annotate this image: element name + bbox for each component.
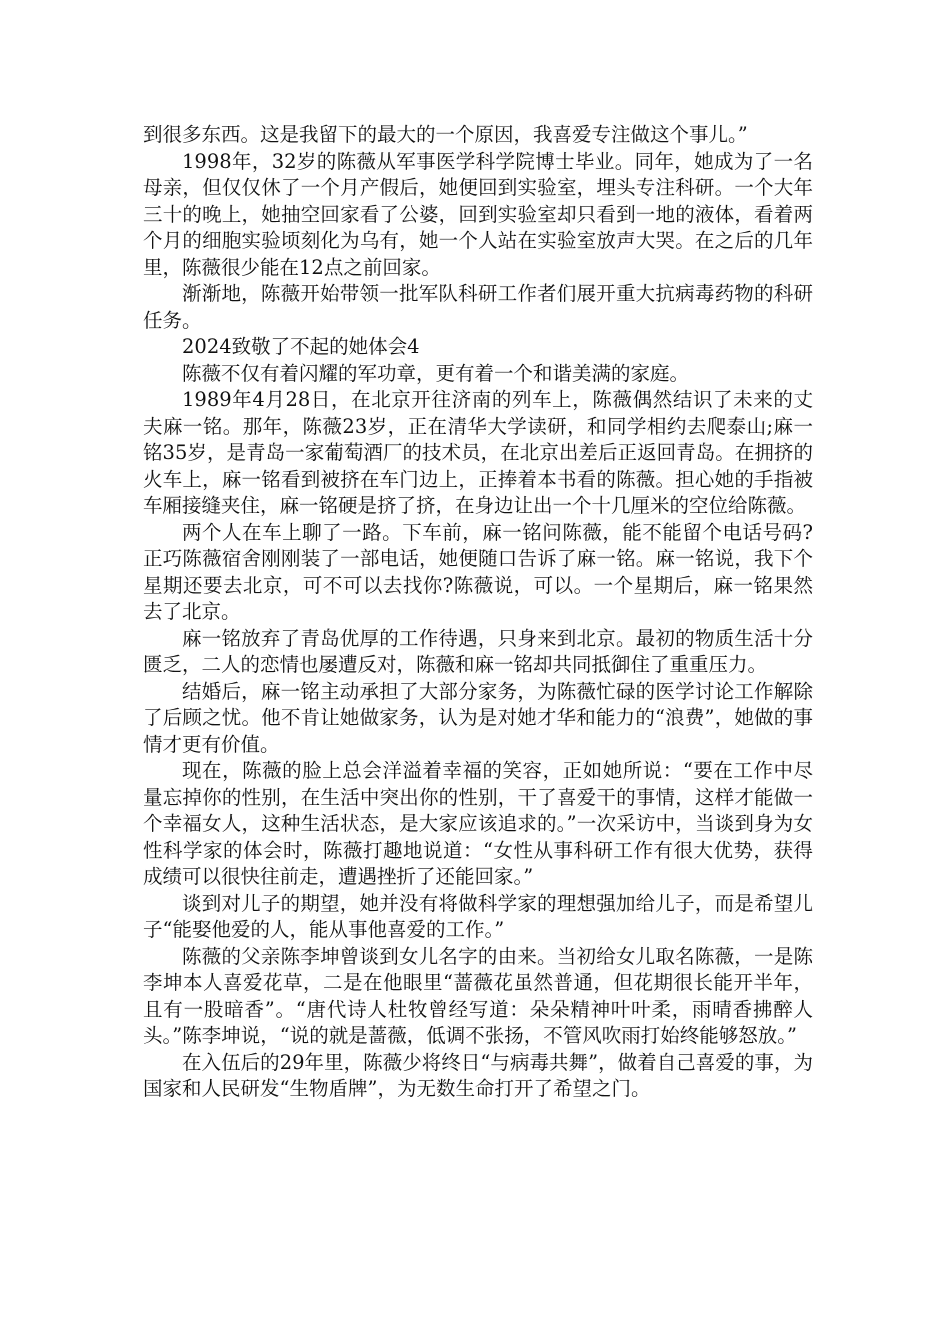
paragraph-phone-number: 两个人在车上聊了一路。下车前，麻一铭问陈薇，能不能留个电话号码?正巧陈薇宿舍刚刚装了一部电话，她便随口告诉了麻一铭。麻一铭说，我下个星期还要去北京，可不可以去找你?陈薇说，可以。一个星期后，麻一铭果然去了北京。 bbox=[143, 520, 813, 623]
paragraph-happiness: 现在，陈薇的脸上总会洋溢着幸福的笑容，正如她所说：“要在工作中尽量忘掉你的性别，在生活中突出你的性别，干了喜爱干的事情，这样才能做一个幸福女人，这种生活状态，是大家应该追求的。”一次采访中，当谈到身为女性科学家的体会时，陈薇打趣地说道：“女性从事科研工作有很大优势，获得成绩可以很快往前走，遭遇挫折了还能回家。” bbox=[143, 759, 813, 888]
paragraph-beijing: 麻一铭放弃了青岛优厚的工作待遇，只身来到北京。最初的物质生活十分匮乏，二人的恋情也屡遭反对，陈薇和麻一铭却共同抵御住了重重压力。 bbox=[143, 626, 813, 676]
paragraph-1998: 1998年，32岁的陈薇从军事医学科学院博士毕业。同年，她成为了一名母亲，但仅仅休了一个月产假后，她便回到实验室，埋头专注科研。一个大年三十的晚上，她抽空回家看了公婆，回到实验室却只看到一地的液体，看着两个月的细胞实验顷刻化为乌有，她一个人站在实验室放声大哭。在之后的几年里，陈薇很少能在12点之前回家。 bbox=[143, 149, 813, 279]
paragraph-1989-train: 1989年4月28日，在北京开往济南的列车上，陈薇偶然结识了未来的丈夫麻一铭。那年，陈薇23岁，正在清华大学读研，和同学相约去爬泰山;麻一铭35岁，是青岛一家葡萄酒厂的技术员，在北京出差后正返回青岛。在拥挤的火车上，麻一铭看到被挤在车门边上，正捧着本书看的陈薇。担心她的手指被车厢接缝夹住，麻一铭硬是挤了挤，在身边让出一个十几厘米的空位给陈薇。 bbox=[143, 388, 813, 517]
paragraph-marriage: 结婚后，麻一铭主动承担了大部分家务，为陈薇忙碌的医学讨论工作解除了后顾之忧。他不肯让她做家务，认为是对她才华和能力的“浪费”，她做的事情才更有价值。 bbox=[143, 679, 813, 756]
paragraph-conclusion: 在入伍后的29年里，陈薇少将终日“与病毒共舞”，做着自己喜爱的事，为国家和人民研发“生物盾牌”，为无数生命打开了希望之门。 bbox=[143, 1050, 813, 1100]
paragraph-family: 陈薇不仅有着闪耀的军功章，更有着一个和谐美满的家庭。 bbox=[182, 361, 690, 385]
paragraph-son: 谈到对儿子的期望，她并没有将做科学家的理想强加给儿子，而是希望儿子“能娶他爱的人，能从事他喜爱的工作。” bbox=[143, 891, 813, 941]
paragraph-research-tasks: 渐渐地，陈薇开始带领一批军队科研工作者们展开重大抗病毒药物的科研任务。 bbox=[143, 282, 813, 332]
section-heading: 2024致敬了不起的她体会4 bbox=[182, 335, 420, 358]
paragraph-continuation: 到很多东西。这是我留下的最大的一个原因，我喜爱专注做这个事儿。” bbox=[143, 123, 748, 146]
document-page bbox=[143, 122, 813, 1103]
paragraph-name-origin: 陈薇的父亲陈李坤曾谈到女儿名字的由来。当初给女儿取名陈薇，一是陈李坤本人喜爱花草，二是在他眼里“蔷薇花虽然普通，但花期很长能开半年，且有一股暗香”。“唐代诗人杜牧曾经写道：朵朵精神叶叶柔，雨晴香拂醉人头。”陈李坤说，“说的就是蔷薇，低调不张扬，不管风吹雨打始终能够怒放。” bbox=[143, 944, 813, 1047]
